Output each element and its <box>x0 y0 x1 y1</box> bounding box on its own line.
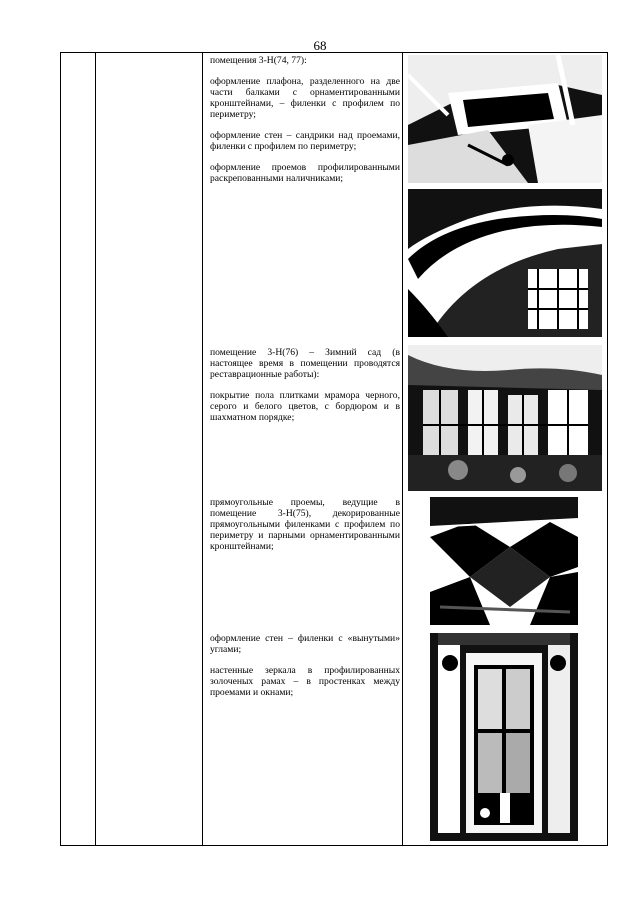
paragraph: оформление проемов профилированными раскрепованными наличниками; <box>210 162 400 184</box>
paragraph: помещения 3-Н(74, 77): <box>210 55 307 66</box>
paragraph: оформление стен – сандрики над проемами, филенки с профилем по периметру; <box>210 130 400 152</box>
marble-floor-photo <box>430 497 578 625</box>
paragraph: помещение 3-Н(76) – Зимний сад (в настоящее время в помещении проводятся реставрационные работы): <box>210 347 400 380</box>
paragraph: настенные зеркала в профилированных золоченых рамах – в простенках между проемами и окнами; <box>210 665 400 698</box>
table-column-divider-1 <box>95 53 96 845</box>
text-block-rooms-74-77 <box>210 55 400 194</box>
paragraph: оформление плафона, разделенного на две части балками с орнаментированными кронштейнами, – филенки с профилем по периметру; <box>210 76 400 120</box>
text-block-openings-75 <box>210 497 400 562</box>
text-block-room-76 <box>210 347 400 433</box>
window-arch-photo <box>408 189 602 337</box>
table-column-divider-3 <box>402 53 403 845</box>
page-number: 68 <box>313 38 327 53</box>
winter-garden-photo <box>408 345 602 491</box>
ceiling-plafond-photo <box>408 55 602 183</box>
text-block-walls-mirrors <box>210 633 400 708</box>
wall-mirror-photo <box>430 633 578 841</box>
table-column-divider-2 <box>202 53 203 845</box>
table-border-left <box>60 53 61 845</box>
paragraph: прямоугольные проемы, ведущие в помещение 3-Н(75), декорированные прямоугольными филенками с профилем по периметру и парными орнаментированными кронштейнами; <box>210 497 400 552</box>
paragraph: покрытие пола плитками мрамора черного, серого и белого цветов, с бордюром и в шахматном порядке; <box>210 390 400 423</box>
document-table <box>60 52 608 846</box>
table-border-right <box>607 53 608 845</box>
paragraph: оформление стен – филенки с «вынутыми» углами; <box>210 633 400 655</box>
